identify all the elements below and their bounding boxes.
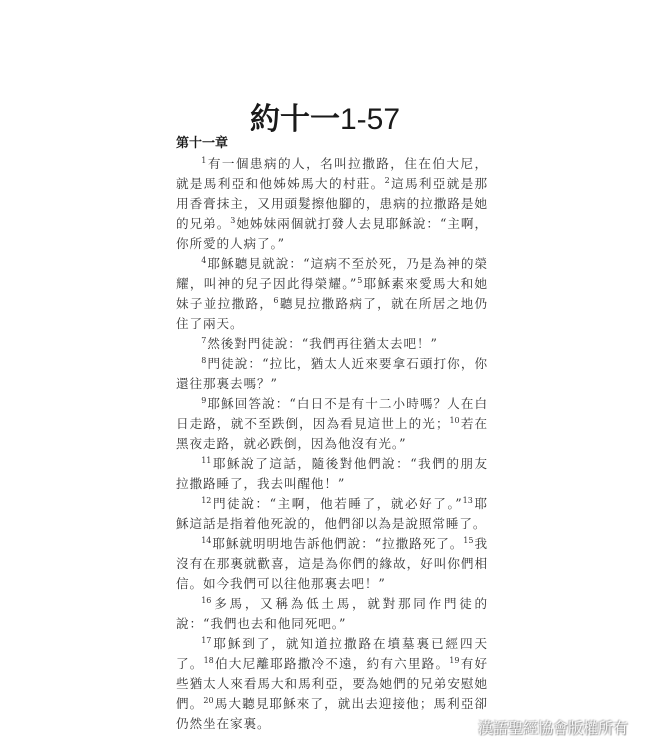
- page-title: [0, 100, 650, 140]
- verse-text: 耶穌就明明地告訴他們說：“拉撒路死了。: [212, 536, 464, 551]
- verse-number: 3: [230, 215, 236, 225]
- verse-text: 我沒有在那裏就歡喜，這是為你們的緣故，好叫你們相信。如今我們可以往他那裏去吧！”: [176, 536, 488, 591]
- verse-number: 9: [201, 395, 207, 405]
- verse-text: 然後對門徒說：“我們再往猶太去吧！”: [207, 336, 438, 351]
- paragraph: [176, 534, 488, 594]
- verse-number: 20: [203, 695, 214, 705]
- verse-number: 2: [384, 175, 390, 185]
- verse-text: 有一個患病的人，名叫拉撒路，住在伯大尼，就是馬利亞和他姊姊馬大的村莊。: [176, 156, 488, 191]
- verse-text: 耶穌素來愛馬大和她妹子並拉撒路，: [176, 276, 488, 311]
- paragraph: [176, 634, 488, 734]
- paragraph: [176, 454, 488, 494]
- verse-number: 4: [201, 255, 207, 265]
- verse-range-label: 1-57: [339, 103, 401, 137]
- verse-text: 多馬，又稱為低土馬，就對那同作門徒的說：“我們也去和他同死吧。”: [176, 596, 488, 631]
- verse-number: 10: [449, 415, 460, 425]
- verse-text: 若在黑夜走路，就必跌倒，因為他沒有光。”: [176, 416, 488, 451]
- paragraph: [176, 254, 488, 334]
- verse-number: 18: [203, 655, 214, 665]
- verse-text: 這馬利亞就是那用香膏抹主，又用頭髮擦他腳的，患病的拉撒路是她的兄弟。: [176, 176, 489, 231]
- verse-text: 耶穌說了這話，隨後對他們說：“我們的朋友拉撒路睡了，我去叫醒他！”: [176, 456, 488, 491]
- verse-text: 聽見拉撒路病了，就在所居之地仍住了兩天。: [176, 296, 489, 331]
- verse-text: 門徒說：“拉比，猶太人近來要拿石頭打你，你還往那裏去嗎？”: [176, 356, 488, 391]
- verse-text: 她姊妹兩個就打發人去見耶穌說：“主啊，你所愛的人病了。”: [176, 216, 488, 251]
- verse-number: 16: [201, 595, 212, 605]
- verse-text: 伯大尼離耶路撒冷不遠，約有六里路。: [214, 656, 450, 671]
- paragraph: [176, 354, 488, 394]
- paragraph: [176, 394, 488, 454]
- verse-text: 有好些猶太人來看馬大和馬利亞，要為她們的兄弟安慰她們。: [176, 656, 488, 711]
- verse-number: 14: [201, 535, 212, 545]
- verse-number: 7: [201, 335, 207, 345]
- verse-text: 耶穌聽見就說：“這病不至於死，乃是為神的榮耀，叫神的兒子因此得榮耀。”: [176, 256, 488, 291]
- verse-number: 15: [463, 535, 474, 545]
- verse-number: 19: [449, 655, 460, 665]
- paragraph: [176, 154, 488, 254]
- verse-text: 門徒說：“主啊，他若睡了，就必好了。”: [212, 496, 463, 511]
- verse-number: 12: [201, 495, 212, 505]
- paragraph: [176, 494, 488, 534]
- paragraph: [176, 334, 488, 354]
- scripture-body: [176, 154, 488, 734]
- verse-number: 6: [273, 295, 279, 305]
- verse-number: 17: [201, 635, 212, 645]
- verse-text: 耶穌回答說：“白日不是有十二小時嗎？人在白日走路，就不至跌倒，因為看見這世上的光；: [176, 396, 488, 431]
- verse-text: 耶穌這話是指着他死說的，他們卻以為是說照常睡了。: [176, 496, 488, 531]
- paragraph: [176, 594, 488, 634]
- verse-number: 11: [201, 455, 212, 465]
- verse-number: 5: [357, 275, 363, 285]
- verse-number: 8: [201, 355, 207, 365]
- book-chapter-label: 約十一: [249, 102, 340, 138]
- verse-text: 馬大聽見耶穌來了，就出去迎接他；馬利亞卻仍然坐在家裏。: [176, 696, 489, 731]
- copyright-watermark: 漢語聖經協會版權所有: [477, 719, 628, 737]
- verse-text: 耶穌到了，就知道拉撒路在墳墓裏已經四天了。: [176, 636, 488, 671]
- verse-number: 1: [201, 155, 207, 165]
- verse-number: 13: [462, 495, 473, 505]
- chapter-heading: 第十一章: [176, 136, 229, 151]
